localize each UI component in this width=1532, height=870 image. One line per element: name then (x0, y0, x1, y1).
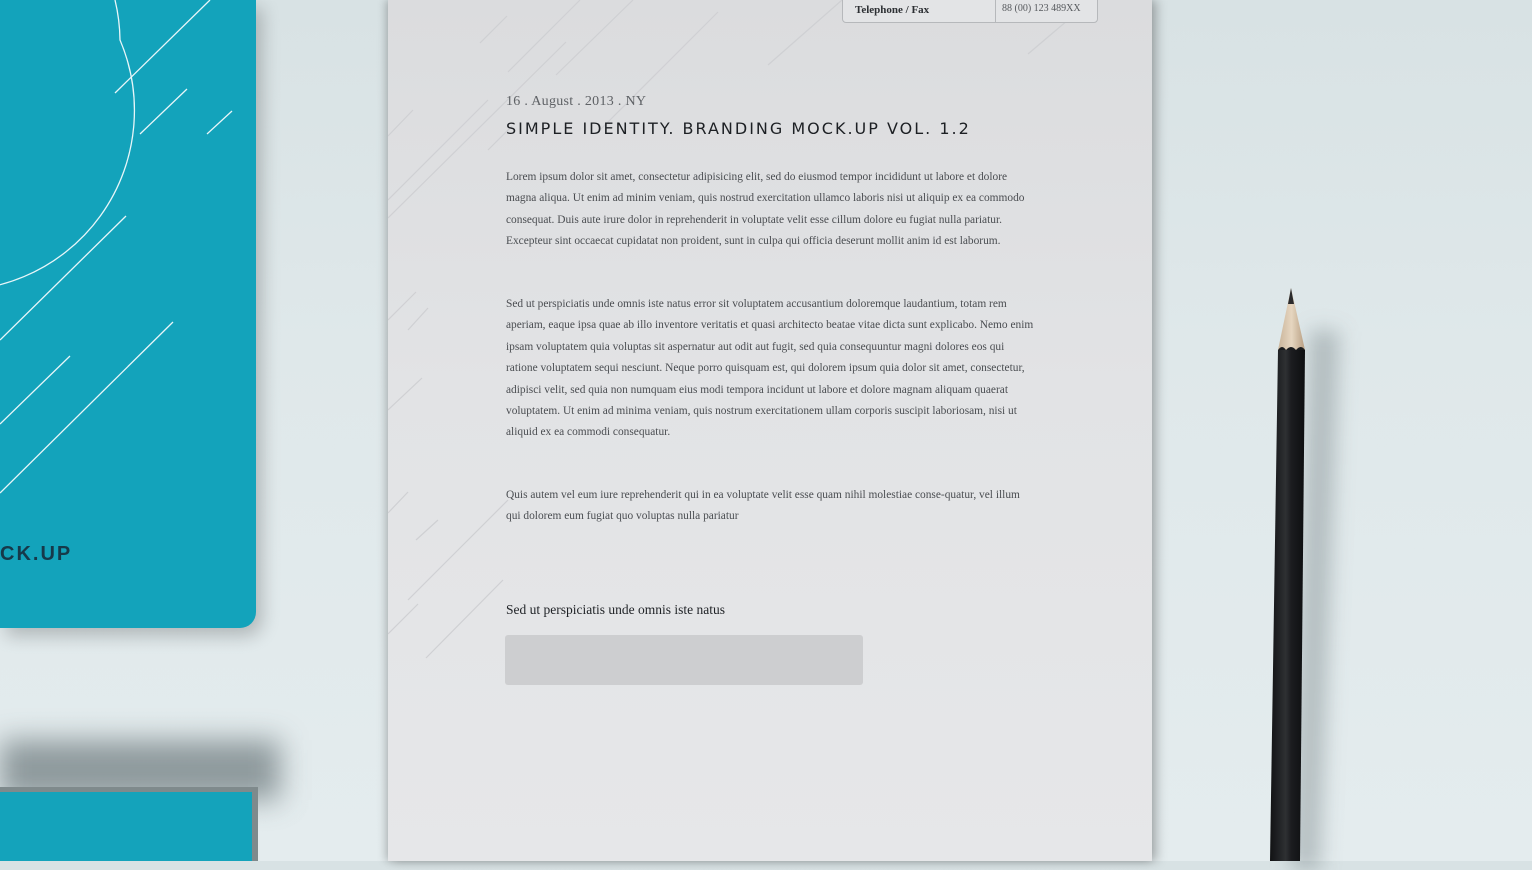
folder-line-pattern (0, 0, 256, 628)
form-field-box (505, 635, 863, 685)
letter-title: SIMPLE IDENTITY. BRANDING MOCK.UP VOL. 1.2 (506, 119, 971, 138)
contact-divider (995, 0, 996, 22)
letterhead-paper (388, 0, 1152, 861)
contact-info-box (842, 0, 1098, 23)
letter-date: 16 . August . 2013 . NY (506, 94, 647, 109)
pencil-icon (1262, 282, 1312, 861)
contact-value: 88 (00) 123 489XX (1002, 3, 1081, 14)
business-card (0, 792, 252, 861)
letter-paragraph-2: Sed ut perspiciatis unde omnis iste natus error sit voluptatem accusantium doloremque laudantium, totam rem aperiam, eaque ipsa quae ab illo inventore veritatis et quasi architecto beatae vitae dicta sunt explicabo. Nemo enim ipsam voluptatem quia voluptas sit aspernatur aut odit aut fugit, sed quia consequuntur magni dolores eos qui ratione voluptatem sequi nesciunt. Neque porro quisquam est, qui dolorem ipsum quia dolor sit amet, consectetur, adipisci velit, sed quia non numquam eius modi tempora incidunt ut labore et dolore magnam aliquam quaerat voluptatem. Ut enim ad minima veniam, quis nostrum exercitationem ullam corporis suscipit laboriosam, nisi ut aliquid ex ea commodi consequatur. (506, 298, 1034, 439)
folder-title-text: CK.UP (0, 543, 73, 565)
contact-label: Telephone / Fax (855, 4, 930, 16)
teal-folder (0, 0, 256, 628)
letter-paragraph-3: Quis autem vel eum iure reprehenderit qui in ea voluptate velit esse quam nihil molestiae conse-quatur, vel illum qui dolorem eum fugiat quo voluptas nulla pariatur (506, 489, 1020, 523)
letter-paragraph-1: Lorem ipsum dolor sit amet, consectetur adipisicing elit, sed do eiusmod tempor incididunt ut labore et dolore magna aliqua. Ut enim ad minim veniam, quis nostrud exercitation ullamco laboris nisi ut aliquip ex ea commodo consequat. Duis aute irure dolor in reprehenderit in voluptate velit esse cillum dolore eu fugiat nulla pariatur. Excepteur sint occaecat cupidatat non proident, sunt in culpa qui officia deserunt mollit anim id est laborum. (506, 171, 1025, 248)
form-field-label: Sed ut perspiciatis unde omnis iste natus (506, 602, 725, 617)
